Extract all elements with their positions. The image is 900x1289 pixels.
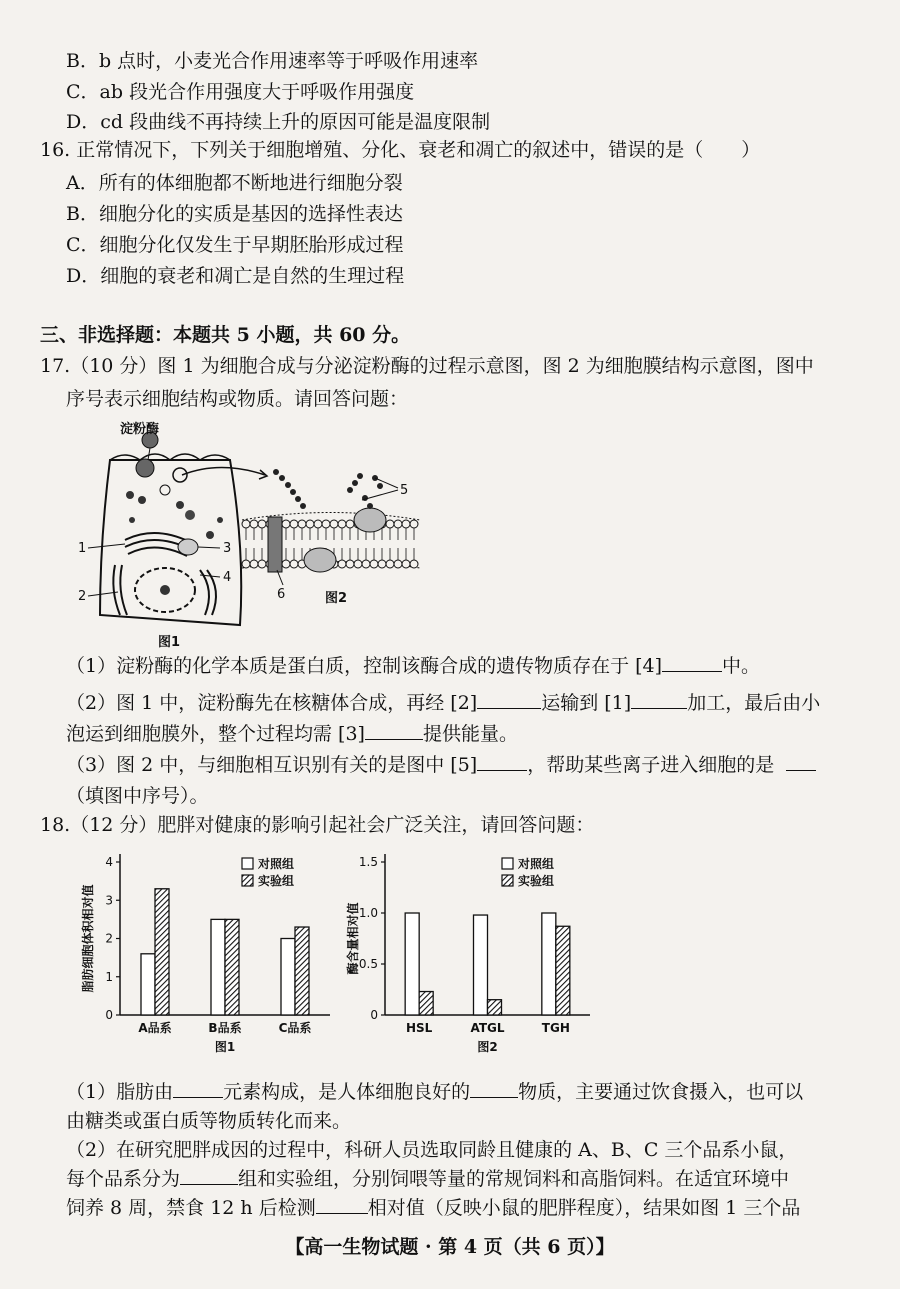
y-tick-label: 4 — [105, 855, 113, 869]
q17-blank-1[interactable] — [662, 653, 722, 672]
q18-p1-end: 物质，主要通过饮食摄入，也可以 — [518, 1081, 804, 1103]
q17-part-3 — [66, 752, 816, 778]
q15-option-d: D．cd 段曲线不再持续上升的原因可能是温度限制 — [66, 111, 491, 133]
fig2-membrane — [242, 469, 420, 606]
y-tick-label: 0.5 — [358, 957, 378, 971]
bar — [474, 915, 488, 1015]
q17-p1-text: （1）淀粉酶的化学本质是蛋白质，控制该酶合成的遗传物质存在于 [4] — [66, 655, 663, 677]
y-axis-label: 酶含量相对值 — [346, 902, 360, 975]
chart-fig2 — [340, 850, 600, 1060]
section-title: 三、非选择题：本题共 5 小题，共 60 分。 — [40, 324, 411, 346]
bar — [556, 926, 570, 1015]
y-tick-label: 0 — [370, 1008, 378, 1022]
legend-label: 实验组 — [518, 874, 555, 888]
q17-blank-4[interactable] — [365, 721, 423, 740]
q17-blank-2[interactable] — [477, 690, 541, 709]
fig2-label-5: 5 — [400, 483, 409, 498]
page-footer: 【高一生物试题 · 第 4 页（共 6 页）】 — [285, 1236, 615, 1258]
bar — [155, 889, 169, 1015]
q15-option-b: B．b 点时，小麦光合作用速率等于呼吸作用速率 — [66, 50, 479, 72]
q18-part-2c — [66, 1195, 800, 1221]
category-label: ATGL — [470, 1021, 505, 1035]
q17-p1-end: 中。 — [722, 655, 761, 677]
q17-p2-text: （2）图 1 中，淀粉酶先在核糖体合成，再经 [2] — [66, 692, 478, 714]
legend-label: 对照组 — [258, 857, 295, 871]
chart-caption: 图1 — [214, 1040, 236, 1054]
q16-option-b: B．细胞分化的实质是基因的选择性表达 — [66, 203, 403, 225]
q17-p2-end2: 提供能量。 — [422, 723, 518, 745]
q18-part-2b — [66, 1166, 789, 1192]
q16-stem: 16. 正常情况下，下列关于细胞增殖、分化、衰老和凋亡的叙述中，错误的是（ ） — [40, 139, 761, 161]
fig1-label-1: 1 — [78, 541, 87, 556]
q18-stem: 18.（12 分）肥胖对健康的影响引起社会广泛关注，请回答问题： — [40, 814, 595, 836]
q16-option-a: A．所有的体细胞都不断地进行细胞分裂 — [66, 172, 403, 194]
q18-part-1b: 由糖类或蛋白质等物质转化而来。 — [66, 1110, 352, 1132]
legend-label: 实验组 — [258, 874, 295, 888]
q17-blank-5[interactable] — [477, 752, 527, 771]
q17-stem-1: 17.（10 分）图 1 为细胞合成与分泌淀粉酶的过程示意图，图 2 为细胞膜结构示意图，图中 — [40, 355, 814, 377]
fig1-label-2: 2 — [78, 589, 87, 604]
q16-option-d: D．细胞的衰老和凋亡是自然的生理过程 — [66, 265, 405, 287]
bar — [542, 913, 556, 1015]
y-tick-label: 1.5 — [358, 855, 378, 869]
category-label: B品系 — [208, 1021, 242, 1035]
q17-part-2b — [66, 721, 518, 747]
y-axis-label: 脂肪细胞体积相对值 — [81, 884, 95, 993]
q18-blank-2[interactable] — [470, 1079, 518, 1098]
q17-figures — [70, 420, 470, 655]
legend-swatch — [242, 858, 253, 869]
bar — [295, 927, 309, 1015]
q16-option-c: C．细胞分化仅发生于早期胚胎形成过程 — [66, 234, 404, 256]
q18-blank-3[interactable] — [180, 1166, 238, 1185]
fig2-caption: 图2 — [325, 591, 348, 606]
y-tick-label: 1 — [105, 969, 113, 984]
q18-p2-text2: 饲养 8 周，禁食 12 h 后检测 — [66, 1197, 316, 1219]
q17-blank-6[interactable] — [786, 752, 816, 771]
q17-stem-2: 序号表示细胞结构或物质。请回答问题： — [66, 388, 409, 410]
y-tick-label: 1.0 — [358, 906, 378, 920]
legend-label: 对照组 — [518, 857, 555, 871]
bar — [141, 954, 155, 1015]
q18-part-1 — [66, 1079, 803, 1105]
q18-p2-text: 每个品系分为 — [66, 1168, 181, 1190]
q17-part-2 — [66, 690, 820, 716]
q18-p2-end: 相对值（反映小鼠的肥胖程度），结果如图 1 三个品 — [367, 1197, 801, 1219]
legend-swatch — [242, 875, 253, 886]
q17-p2-mid: 运输到 [1] — [541, 692, 632, 714]
fig2-label-6: 6 — [277, 587, 286, 602]
q17-part-1 — [66, 653, 760, 679]
bar — [211, 919, 225, 1015]
bar — [419, 992, 433, 1015]
q17-part-3b: （填图中序号）。 — [66, 785, 209, 807]
category-label: A品系 — [138, 1021, 172, 1035]
fig1-enzyme-label: 淀粉酶 — [120, 422, 160, 437]
bar — [405, 913, 419, 1015]
q15-option-c: C．ab 段光合作用强度大于呼吸作用强度 — [66, 81, 415, 103]
q18-blank-4[interactable] — [316, 1195, 368, 1214]
y-tick-label: 2 — [105, 931, 113, 946]
fig1-caption: 图1 — [158, 635, 181, 650]
chart-fig1 — [70, 850, 350, 1060]
q17-blank-3[interactable] — [631, 690, 687, 709]
q18-p2-mid: 组和实验组，分别饲喂等量的常规饲料和高脂饲料。在适宜环境中 — [238, 1168, 790, 1190]
q17-p2-end: 加工，最后由小 — [687, 692, 821, 714]
bar — [225, 919, 239, 1015]
fig1-cell — [78, 421, 267, 650]
legend-swatch — [502, 858, 513, 869]
chart-caption: 图2 — [477, 1040, 498, 1054]
bar — [281, 939, 295, 1016]
fig1-label-4: 4 — [223, 570, 232, 585]
category-label: TGH — [541, 1021, 570, 1035]
y-tick-label: 0 — [105, 1008, 113, 1022]
q18-p1-mid: 元素构成，是人体细胞良好的 — [223, 1081, 471, 1103]
q18-part-2: （2）在研究肥胖成因的过程中，科研人员选取同龄且健康的 A、B、C 三个品系小鼠， — [66, 1139, 798, 1161]
q17-p3-mid: ，帮助某些离子进入细胞的是 — [527, 754, 775, 776]
category-label: C品系 — [278, 1021, 312, 1035]
q18-p1-text: （1）脂肪由 — [66, 1081, 174, 1103]
bar — [488, 1000, 502, 1015]
category-label: HSL — [405, 1021, 433, 1035]
q17-p2-text2: 泡运到细胞膜外，整个过程均需 [3] — [66, 723, 365, 745]
fig1-label-3: 3 — [223, 541, 232, 556]
y-tick-label: 3 — [105, 893, 113, 908]
q18-blank-1[interactable] — [173, 1079, 223, 1098]
q17-p3-text: （3）图 2 中，与细胞相互识别有关的是图中 [5] — [66, 754, 478, 776]
legend-swatch — [502, 875, 513, 886]
